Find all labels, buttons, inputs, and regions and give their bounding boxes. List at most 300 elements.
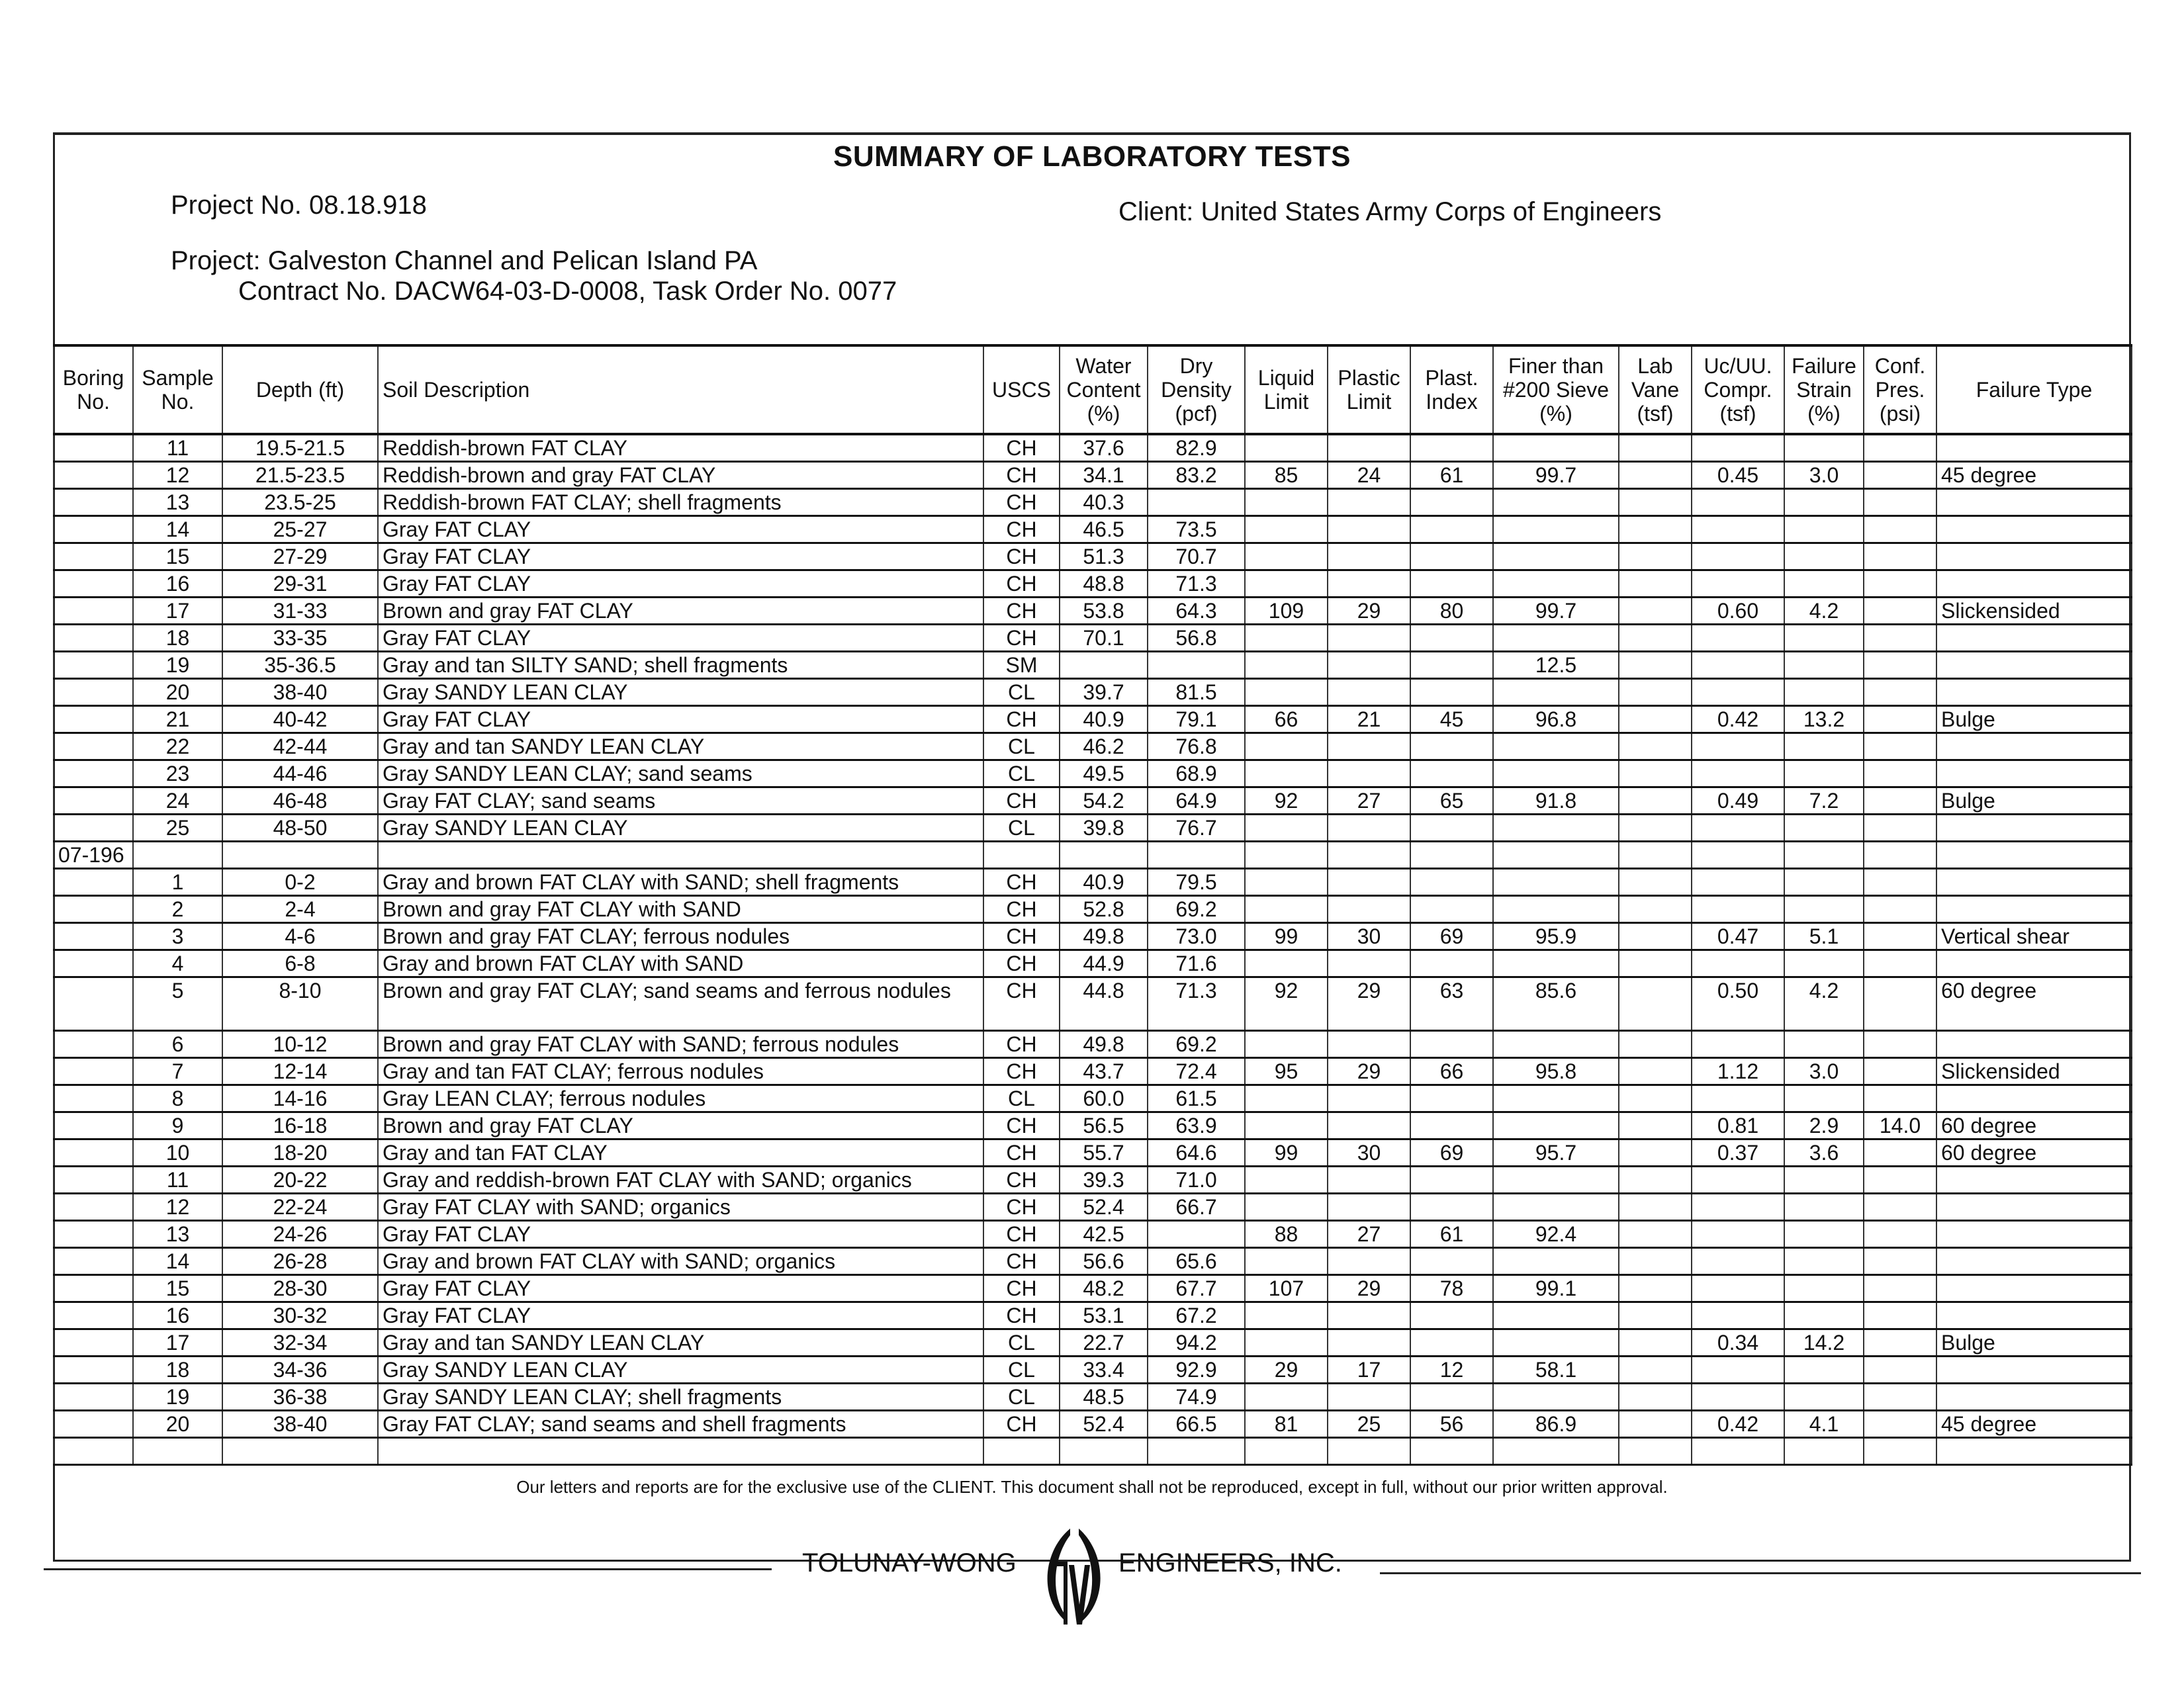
table-cell (1493, 1167, 1619, 1194)
table-cell: Reddish-brown FAT CLAY (378, 434, 983, 462)
table-cell (1864, 1248, 1936, 1275)
table-row (54, 1411, 2132, 1438)
table-cell: Gray and brown FAT CLAY with SAND; shell fragments (378, 869, 983, 896)
table-cell (1692, 896, 1784, 923)
table-cell (54, 1275, 133, 1302)
table-cell: Gray SANDY LEAN CLAY (378, 815, 983, 842)
table-cell (1936, 1221, 2132, 1248)
table-cell (1410, 625, 1493, 652)
table-cell: 64.9 (1148, 787, 1245, 815)
table-cell (1328, 1329, 1410, 1357)
table-cell: 15 (133, 543, 222, 570)
table-cell (1410, 434, 1493, 462)
table-cell: 4.2 (1784, 598, 1864, 625)
table-cell (1493, 1194, 1619, 1221)
table-cell (1245, 1329, 1328, 1357)
table-cell (1493, 679, 1619, 706)
table-cell: 58.1 (1493, 1357, 1619, 1384)
table-cell: Gray and brown FAT CLAY with SAND (378, 950, 983, 977)
table-cell: 99 (1245, 923, 1328, 950)
table-cell (1619, 679, 1692, 706)
table-cell: 3.6 (1784, 1139, 1864, 1167)
table-cell: 12 (1410, 1357, 1493, 1384)
table-cell: 32-34 (222, 1329, 378, 1357)
table-cell (1493, 625, 1619, 652)
table-cell (1619, 1085, 1692, 1112)
lab-tests-table (53, 344, 2132, 1466)
table-cell: 71.0 (1148, 1167, 1245, 1194)
table-cell: 8 (133, 1085, 222, 1112)
table-cell: 95.8 (1493, 1058, 1619, 1085)
table-cell: CL (983, 1329, 1060, 1357)
table-cell (222, 842, 378, 869)
table-row (54, 1384, 2132, 1411)
table-cell (1410, 760, 1493, 787)
table-cell: CH (983, 1031, 1060, 1058)
table-cell (1784, 1248, 1864, 1275)
table-cell: 11 (133, 434, 222, 462)
table-cell (1493, 760, 1619, 787)
table-row (54, 1357, 2132, 1384)
table-cell (1692, 652, 1784, 679)
table-cell: 4.2 (1784, 977, 1864, 1031)
table-cell (1493, 1302, 1619, 1329)
table-cell (1864, 1357, 1936, 1384)
table-cell: 83.2 (1148, 462, 1245, 489)
table-cell (1328, 570, 1410, 598)
table-cell: 64.3 (1148, 598, 1245, 625)
table-cell (1619, 1357, 1692, 1384)
table-cell: CH (983, 516, 1060, 543)
table-cell (54, 1085, 133, 1112)
column-header: Uc/UU. Compr. (tsf) (1692, 345, 1784, 434)
table-cell: CH (983, 950, 1060, 977)
table-cell (1328, 625, 1410, 652)
table-cell: Slickensided (1936, 598, 2132, 625)
table-cell (1692, 1194, 1784, 1221)
table-cell: 10-12 (222, 1031, 378, 1058)
table-cell: 38-40 (222, 1411, 378, 1438)
table-cell: 3.0 (1784, 1058, 1864, 1085)
table-cell (1864, 1275, 1936, 1302)
table-cell (1060, 1438, 1148, 1465)
table-cell: 67.2 (1148, 1302, 1245, 1329)
table-cell: 6-8 (222, 950, 378, 977)
table-cell: 48.8 (1060, 570, 1148, 598)
table-cell: 81 (1245, 1411, 1328, 1438)
table-cell (1784, 896, 1864, 923)
table-cell: 65.6 (1148, 1248, 1245, 1275)
table-cell: 46.5 (1060, 516, 1148, 543)
table-cell: 44-46 (222, 760, 378, 787)
table-cell (1410, 1302, 1493, 1329)
table-cell (1936, 950, 2132, 977)
table-cell (1245, 1031, 1328, 1058)
table-cell: 71.3 (1148, 977, 1245, 1031)
table-cell (1619, 842, 1692, 869)
table-cell (1245, 1167, 1328, 1194)
table-cell (1328, 815, 1410, 842)
table-cell: 8-10 (222, 977, 378, 1031)
table-cell: 33.4 (1060, 1357, 1148, 1384)
table-cell (1245, 1384, 1328, 1411)
table-cell: 7 (133, 1058, 222, 1085)
table-cell (1936, 652, 2132, 679)
table-cell (1245, 570, 1328, 598)
table-cell: Gray and tan SILTY SAND; shell fragments (378, 652, 983, 679)
table-cell: 86.9 (1493, 1411, 1619, 1438)
table-cell (1936, 543, 2132, 570)
table-cell: CH (983, 1167, 1060, 1194)
table-cell: Gray SANDY LEAN CLAY; sand seams (378, 760, 983, 787)
table-cell: 70.7 (1148, 543, 1245, 570)
table-cell (54, 1167, 133, 1194)
table-cell (1245, 1248, 1328, 1275)
table-cell (1864, 950, 1936, 977)
table-cell (1936, 733, 2132, 760)
table-cell: Brown and gray FAT CLAY; sand seams and ferrous nodules (378, 977, 983, 1031)
table-cell: 73.0 (1148, 923, 1245, 950)
table-cell: 10 (133, 1139, 222, 1167)
table-cell (1692, 1384, 1784, 1411)
table-cell: CH (983, 489, 1060, 516)
table-cell: SM (983, 652, 1060, 679)
table-cell: 48.2 (1060, 1275, 1148, 1302)
table-cell (1864, 489, 1936, 516)
table-cell (1784, 733, 1864, 760)
table-cell (54, 1112, 133, 1139)
table-cell: 76.7 (1148, 815, 1245, 842)
table-cell: CH (983, 543, 1060, 570)
table-cell (1619, 950, 1692, 977)
table-cell (1784, 434, 1864, 462)
table-cell (1692, 815, 1784, 842)
table-cell (1864, 1085, 1936, 1112)
table-row (54, 706, 2132, 733)
project-name: Project: Galveston Channel and Pelican Island PA (171, 246, 758, 275)
table-cell (1864, 570, 1936, 598)
table-cell: 14 (133, 516, 222, 543)
table-cell (1493, 516, 1619, 543)
table-cell (1692, 434, 1784, 462)
table-cell (1619, 1302, 1692, 1329)
table-cell: 40.9 (1060, 869, 1148, 896)
table-cell: 52.4 (1060, 1194, 1148, 1221)
table-cell: CH (983, 1139, 1060, 1167)
table-cell (1328, 543, 1410, 570)
table-cell: 49.8 (1060, 923, 1148, 950)
table-cell (1328, 1302, 1410, 1329)
table-cell: 60 degree (1936, 1112, 2132, 1139)
table-cell: 3.0 (1784, 462, 1864, 489)
table-cell: 91.8 (1493, 787, 1619, 815)
table-cell: 15 (133, 1275, 222, 1302)
table-cell: 49.8 (1060, 1031, 1148, 1058)
table-cell (1328, 1438, 1410, 1465)
table-cell (1619, 706, 1692, 733)
table-cell (1245, 1302, 1328, 1329)
table-cell (1692, 543, 1784, 570)
table-cell (1864, 434, 1936, 462)
table-cell (1784, 652, 1864, 679)
table-cell: 19.5-21.5 (222, 434, 378, 462)
column-header: Failure Strain (%) (1784, 345, 1864, 434)
table-cell: 44.9 (1060, 950, 1148, 977)
table-cell: CH (983, 1302, 1060, 1329)
table-cell: 2 (133, 896, 222, 923)
table-cell (54, 434, 133, 462)
table-cell: 17 (1328, 1357, 1410, 1384)
table-cell: CH (983, 787, 1060, 815)
table-cell (1936, 1384, 2132, 1411)
table-cell (1410, 733, 1493, 760)
table-cell (54, 462, 133, 489)
table-cell: 92.4 (1493, 1221, 1619, 1248)
table-cell (1619, 896, 1692, 923)
table-cell: 28-30 (222, 1275, 378, 1302)
table-row (54, 1329, 2132, 1357)
page-title: SUMMARY OF LABORATORY TESTS (833, 140, 1351, 173)
table-cell (54, 1031, 133, 1058)
table-cell (1692, 760, 1784, 787)
table-cell (54, 950, 133, 977)
table-cell: 0-2 (222, 869, 378, 896)
table-cell (1493, 1329, 1619, 1357)
table-cell (1784, 679, 1864, 706)
table-cell (1692, 1275, 1784, 1302)
table-cell: 66 (1245, 706, 1328, 733)
table-cell: CH (983, 434, 1060, 462)
table-cell: 25-27 (222, 516, 378, 543)
table-cell (1784, 1194, 1864, 1221)
table-cell (1493, 896, 1619, 923)
table-cell: 51.3 (1060, 543, 1148, 570)
table-cell (1148, 652, 1245, 679)
table-cell (133, 842, 222, 869)
table-cell (1148, 489, 1245, 516)
table-cell: Gray FAT CLAY (378, 625, 983, 652)
table-cell (1619, 787, 1692, 815)
table-cell (1692, 1031, 1784, 1058)
table-cell (1864, 652, 1936, 679)
table-cell (1784, 570, 1864, 598)
table-cell: CH (983, 977, 1060, 1031)
table-cell: 17 (133, 1329, 222, 1357)
table-cell: 66.5 (1148, 1411, 1245, 1438)
table-cell (1245, 1085, 1328, 1112)
table-cell (1619, 869, 1692, 896)
table-cell (1619, 1167, 1692, 1194)
column-header: Finer than #200 Sieve (%) (1493, 345, 1619, 434)
table-cell (1245, 733, 1328, 760)
table-cell (1619, 462, 1692, 489)
table-header-row (54, 345, 2132, 434)
table-row (54, 652, 2132, 679)
table-cell: 1.12 (1692, 1058, 1784, 1085)
table-cell (54, 760, 133, 787)
table-cell: 52.4 (1060, 1411, 1148, 1438)
table-cell: 92 (1245, 787, 1328, 815)
table-cell (1493, 950, 1619, 977)
table-cell: 60 degree (1936, 1139, 2132, 1167)
table-cell (1692, 1438, 1784, 1465)
table-cell: 95.9 (1493, 923, 1619, 950)
table-cell: 46-48 (222, 787, 378, 815)
column-header: Plastic Limit (1328, 345, 1410, 434)
table-cell (222, 1438, 378, 1465)
table-cell (1864, 787, 1936, 815)
table-row (54, 896, 2132, 923)
table-cell: CH (983, 1411, 1060, 1438)
table-cell (1936, 1275, 2132, 1302)
table-cell: CH (983, 1248, 1060, 1275)
table-row (54, 733, 2132, 760)
table-cell (1245, 543, 1328, 570)
table-cell (54, 869, 133, 896)
table-row (54, 977, 2132, 1031)
table-cell: 99.7 (1493, 598, 1619, 625)
table-cell (1692, 869, 1784, 896)
table-cell (1410, 815, 1493, 842)
table-cell (1784, 1302, 1864, 1329)
table-cell: 48.5 (1060, 1384, 1148, 1411)
table-cell: 0.60 (1692, 598, 1784, 625)
table-cell (1784, 950, 1864, 977)
table-cell: 39.3 (1060, 1167, 1148, 1194)
table-cell: 3 (133, 923, 222, 950)
table-cell (1245, 815, 1328, 842)
table-cell: 66 (1410, 1058, 1493, 1085)
table-row (54, 462, 2132, 489)
table-cell (1493, 1384, 1619, 1411)
table-cell (54, 1411, 133, 1438)
table-cell (1784, 815, 1864, 842)
table-cell (54, 570, 133, 598)
table-cell: 70.1 (1060, 625, 1148, 652)
table-cell (1692, 625, 1784, 652)
table-cell (1245, 679, 1328, 706)
table-cell: 79.5 (1148, 869, 1245, 896)
table-cell (1410, 1167, 1493, 1194)
table-cell (1784, 869, 1864, 896)
table-cell: 12.5 (1493, 652, 1619, 679)
table-cell (1619, 923, 1692, 950)
table-cell (1619, 1139, 1692, 1167)
table-cell (1410, 1438, 1493, 1465)
table-cell (1936, 1085, 2132, 1112)
table-cell (378, 842, 983, 869)
table-cell (1328, 652, 1410, 679)
table-cell (1784, 625, 1864, 652)
table-cell (1784, 1085, 1864, 1112)
table-cell (1493, 434, 1619, 462)
table-cell (1692, 1221, 1784, 1248)
table-cell (1619, 1058, 1692, 1085)
table-cell: 49.5 (1060, 760, 1148, 787)
table-cell: Bulge (1936, 787, 2132, 815)
table-cell (1410, 950, 1493, 977)
table-cell: 60.0 (1060, 1085, 1148, 1112)
column-header: USCS (983, 345, 1060, 434)
table-cell (1864, 1167, 1936, 1194)
table-cell: 37.6 (1060, 434, 1148, 462)
table-cell (54, 733, 133, 760)
table-cell (1410, 1329, 1493, 1357)
table-cell: 16 (133, 570, 222, 598)
table-cell: 56.6 (1060, 1248, 1148, 1275)
table-cell (1328, 842, 1410, 869)
table-cell: Brown and gray FAT CLAY (378, 1112, 983, 1139)
table-cell: 23 (133, 760, 222, 787)
table-cell: 12 (133, 1194, 222, 1221)
table-cell: Gray FAT CLAY (378, 1302, 983, 1329)
table-cell: 81.5 (1148, 679, 1245, 706)
table-cell (54, 1384, 133, 1411)
table-cell (1493, 570, 1619, 598)
table-cell (1864, 1411, 1936, 1438)
table-cell: 65 (1410, 787, 1493, 815)
company-name-right: ENGINEERS, INC. (1118, 1548, 1342, 1578)
table-cell (1784, 543, 1864, 570)
table-cell: Bulge (1936, 706, 2132, 733)
table-cell (1328, 489, 1410, 516)
table-cell (1864, 598, 1936, 625)
table-row (54, 1058, 2132, 1085)
table-cell (1936, 679, 2132, 706)
table-cell: 29-31 (222, 570, 378, 598)
table-cell (1410, 1194, 1493, 1221)
table-cell (1936, 434, 2132, 462)
table-cell: 39.7 (1060, 679, 1148, 706)
table-cell: 63.9 (1148, 1112, 1245, 1139)
table-cell (1328, 1112, 1410, 1139)
table-cell: 109 (1245, 598, 1328, 625)
table-cell (1410, 1031, 1493, 1058)
column-header: Sample No. (133, 345, 222, 434)
table-cell (1619, 598, 1692, 625)
table-cell: 40.9 (1060, 706, 1148, 733)
table-cell (1245, 652, 1328, 679)
table-cell (1410, 896, 1493, 923)
table-cell (1148, 1438, 1245, 1465)
table-cell (1410, 1384, 1493, 1411)
table-cell: 46.2 (1060, 733, 1148, 760)
table-cell (1410, 679, 1493, 706)
table-cell (1493, 1085, 1619, 1112)
table-cell: 12 (133, 462, 222, 489)
table-cell (1784, 1031, 1864, 1058)
table-cell: 54.2 (1060, 787, 1148, 815)
table-cell (1936, 1357, 2132, 1384)
table-cell (54, 1438, 133, 1465)
table-cell (1864, 842, 1936, 869)
table-cell (1493, 815, 1619, 842)
table-cell (983, 842, 1060, 869)
table-cell (1060, 652, 1148, 679)
table-cell (1328, 869, 1410, 896)
table-cell: 21 (1328, 706, 1410, 733)
table-cell: 26-28 (222, 1248, 378, 1275)
table-cell (1245, 434, 1328, 462)
table-cell: CH (983, 598, 1060, 625)
table-cell: 40.3 (1060, 489, 1148, 516)
table-cell (1060, 842, 1148, 869)
table-cell (1245, 760, 1328, 787)
table-cell (1619, 977, 1692, 1031)
table-cell: 99.1 (1493, 1275, 1619, 1302)
table-cell (1619, 733, 1692, 760)
table-cell: 4-6 (222, 923, 378, 950)
